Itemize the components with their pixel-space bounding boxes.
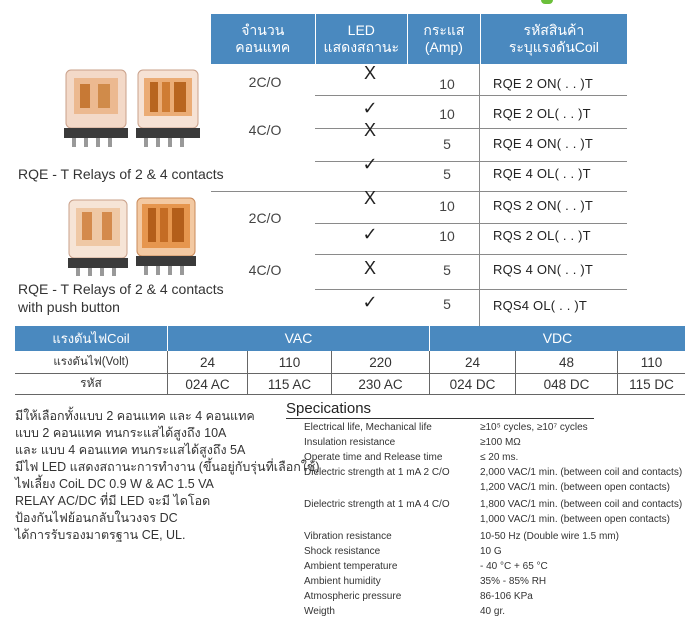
- specifications-title: Specications: [286, 400, 372, 417]
- relay-caption-2: [18, 280, 224, 316]
- led-cell: ✓: [362, 98, 378, 118]
- header-code-line2: ระบุแรงดันCoil: [508, 39, 599, 55]
- code-cell: 230 AC: [331, 374, 429, 394]
- feature-line: แบบ 2 คอนแทค ทนกระแสได้สูงถึง 10A: [15, 426, 227, 440]
- spec-value: 1,000 VAC/1 min. (between open contacts): [480, 514, 670, 525]
- led-cell: X: [363, 120, 376, 140]
- amp-cell: 5: [443, 262, 451, 278]
- feature-line: ป้องกันไฟย้อนกลับในวงจร DC: [15, 511, 178, 525]
- volt-cell: 220: [331, 351, 429, 373]
- header-led: [315, 14, 408, 64]
- code-cell: 115 DC: [617, 374, 685, 394]
- relay-table-header: [211, 14, 627, 64]
- amp-cell: 5: [443, 136, 451, 152]
- header-led-line2: แสดงสถานะ: [323, 39, 400, 55]
- volt-cell: 24: [429, 351, 515, 373]
- product-code: RQE 2 ON( . . )T: [493, 76, 593, 91]
- amp-cell: 5: [443, 296, 451, 312]
- feature-line: และ แบบ 4 คอนแทค ทนกระแสได้สูงถึง 5A: [15, 443, 246, 457]
- relay-caption-2-line2: with push button: [18, 299, 120, 315]
- product-code: RQE 4 ON( . . )T: [493, 136, 593, 151]
- header-amp-line2: (Amp): [424, 39, 463, 55]
- spec-label: Ambient temperature: [304, 561, 398, 572]
- spec-label: Dielectric strength at 1 mA 4 C/O: [304, 499, 450, 510]
- feature-line: ได้การรับรองมาตรฐาน CE, UL.: [15, 528, 186, 542]
- header-contacts: [211, 14, 315, 64]
- feature-line: มีไฟ LED แสดงสถานะการทำงาน (ขึ้นอยู่กับรุ่นที่เลือกใช้): [15, 460, 320, 474]
- relay-table-body: [211, 64, 627, 328]
- amp-cell: 5: [443, 166, 451, 182]
- coil-voltage-label: แรงดันไฟCoil: [52, 331, 130, 346]
- feature-line: มีให้เลือกทั้งแบบ 2 คอนแทค และ 4 คอนแทค: [15, 409, 255, 423]
- spec-value: ≤ 20 ms.: [480, 452, 519, 463]
- amp-cell: 10: [439, 106, 455, 122]
- code-cell: 115 AC: [247, 374, 331, 394]
- product-code: RQS 4 ON( . . )T: [493, 262, 593, 277]
- header-contacts-line1: จำนวน: [241, 22, 285, 38]
- code-cell: 024 DC: [429, 374, 515, 394]
- led-cell: X: [363, 63, 376, 83]
- product-code: RQS4 OL( . . )T: [493, 298, 588, 313]
- relay-photo-pushbutton-orange: [134, 194, 198, 276]
- relay-caption-2-line1: RQE - T Relays of 2 & 4 contacts: [18, 281, 224, 297]
- led-cell: ✓: [362, 292, 378, 312]
- product-code: RQS 2 ON( . . )T: [493, 198, 593, 213]
- voltage-volt-row: [15, 351, 685, 374]
- volt-cell: 48: [515, 351, 617, 373]
- spec-value: 1,200 VAC/1 min. (between open contacts): [480, 482, 670, 493]
- voltage-code-row: [15, 374, 685, 395]
- spec-value: 2,000 VAC/1 min. (between coil and contacts): [480, 467, 683, 478]
- relay-photo-pushbutton-clear: [66, 196, 130, 276]
- feature-line: RELAY AC/DC ที่มี LED จะมี ไดโอด: [15, 494, 211, 508]
- voltage-header-row: [15, 326, 685, 351]
- grid-hline: [315, 95, 627, 96]
- spec-value: 10 G: [480, 546, 502, 557]
- product-code: RQE 2 OL( . . )T: [493, 106, 591, 121]
- vac-label: VAC: [167, 326, 429, 351]
- led-cell: X: [363, 188, 376, 208]
- spec-label: Insulation resistance: [304, 437, 396, 448]
- green-leaf-icon: [541, 0, 553, 4]
- contacts-cell: 4C/O: [248, 262, 282, 278]
- contacts-cell: 2C/O: [248, 74, 282, 90]
- spec-label: Vibration resistance: [304, 531, 392, 542]
- header-amp: [407, 14, 480, 64]
- vdc-label: VDC: [429, 326, 685, 351]
- spec-value: 35% - 85% RH: [480, 576, 547, 587]
- code-label: รหัส: [80, 376, 102, 390]
- product-code: RQS 2 OL( . . )T: [493, 228, 591, 243]
- spec-label: Operate time and Release time: [304, 452, 443, 463]
- spec-label: Dielectric strength at 1 mA 2 C/O: [304, 467, 450, 478]
- code-cell: 024 AC: [167, 374, 247, 394]
- amp-cell: 10: [439, 198, 455, 214]
- header-amp-line1: กระแส: [423, 22, 465, 38]
- volt-cell: 110: [247, 351, 331, 373]
- relay-photo-clear: [62, 66, 130, 148]
- relay-caption: RQE - T Relays of 2 & 4 contacts: [18, 166, 224, 182]
- product-code: RQE 4 OL( . . )T: [493, 166, 591, 181]
- spec-label: Shock resistance: [304, 546, 381, 557]
- led-cell: X: [363, 258, 376, 278]
- amp-cell: 10: [439, 228, 455, 244]
- spec-label: Weigth: [304, 606, 335, 617]
- spec-value: 10-50 Hz (Double wire 1.5 mm): [480, 531, 619, 542]
- volt-cell: 24: [167, 351, 247, 373]
- spec-label: Electrical life, Mechanical life: [304, 422, 432, 433]
- header-contacts-line2: คอนแทค: [235, 39, 291, 55]
- spec-value: ≥10⁵ cycles, ≥10⁷ cycles: [480, 422, 588, 433]
- header-code-line1: รหัสสินค้า: [523, 22, 585, 38]
- spec-value: ≥100 MΩ: [480, 437, 521, 448]
- grid-hline: [211, 191, 627, 192]
- contacts-cell: 4C/O: [248, 122, 282, 138]
- spec-value: - 40 °C + 65 °C: [480, 561, 548, 572]
- volt-cell: 110: [617, 351, 685, 373]
- spec-label: Ambient humidity: [304, 576, 381, 587]
- spec-label: Atmospheric pressure: [304, 591, 402, 602]
- relay-photo-orange: [134, 66, 202, 148]
- led-cell: ✓: [362, 154, 378, 174]
- spec-value: 1,800 VAC/1 min. (between coil and contacts): [480, 499, 683, 510]
- specifications-underline: [286, 418, 594, 419]
- grid-hline: [315, 289, 627, 290]
- feature-line: ไฟเลี้ยง CoiL DC 0.9 W & AC 1.5 VA: [15, 477, 214, 491]
- contacts-cell: 2C/O: [248, 210, 282, 226]
- header-code: [480, 14, 627, 64]
- code-cell: 048 DC: [515, 374, 617, 394]
- amp-cell: 10: [439, 76, 455, 92]
- grid-hline: [315, 254, 627, 255]
- spec-value: 40 gr.: [480, 606, 506, 617]
- spec-value: 86-106 KPa: [480, 591, 533, 602]
- led-cell: ✓: [362, 224, 378, 244]
- volt-label: แรงดันไฟ(Volt): [53, 356, 129, 368]
- header-led-line1: LED: [347, 22, 375, 38]
